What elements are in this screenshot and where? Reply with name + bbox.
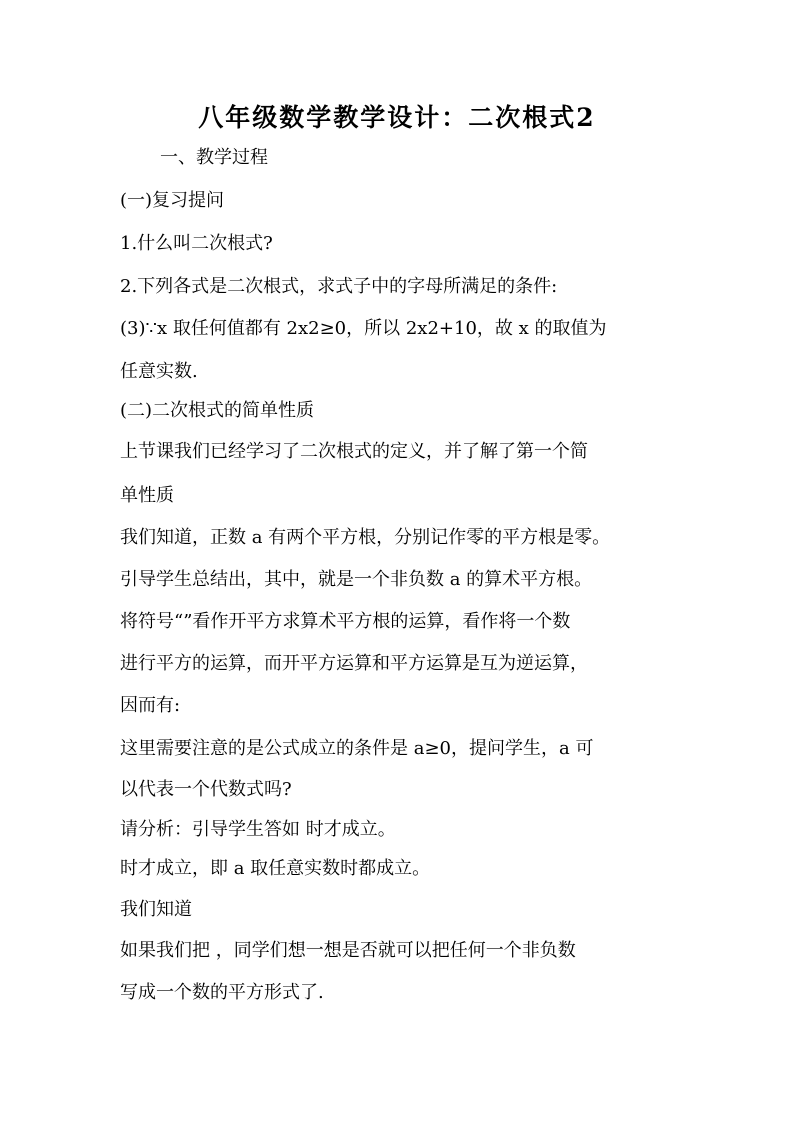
paragraph-line: 因而有: <box>120 695 181 716</box>
paragraph-line: 时才成立，即 a 取任意实数时都成立。 <box>120 858 431 879</box>
section-heading: 一、教学过程 <box>160 147 268 168</box>
paragraph-line: 如果我们把 ，同学们想一想是否就可以把任何一个非负数 <box>120 940 576 961</box>
paragraph-line: 引导学生总结出，其中，就是一个非负数 a 的算术平方根。 <box>120 569 593 590</box>
paragraph-line: 请分析：引导学生答如 时才成立。 <box>120 819 396 840</box>
paragraph-line: 我们知道 <box>120 899 192 920</box>
document-title: 八年级数学教学设计：二次根式2 <box>198 103 596 132</box>
paragraph-line: 上节课我们已经学习了二次根式的定义，并了解了第一个简 <box>120 441 588 462</box>
paragraph-line: 写成一个数的平方形式了. <box>120 982 324 1003</box>
paragraph-line: 任意实数. <box>120 361 198 382</box>
paragraph-line: 单性质 <box>120 485 174 506</box>
paragraph-line: 进行平方的运算，而开平方运算和平方运算是互为逆运算， <box>120 653 588 674</box>
subsection-heading: (二)二次根式的简单性质 <box>120 400 315 421</box>
paragraph-line: 将符号“”看作开平方求算术平方根的运算，看作将一个数 <box>120 611 571 632</box>
paragraph-line: 1.什么叫二次根式? <box>120 233 273 254</box>
paragraph-line: 我们知道，正数 a 有两个平方根，分别记作零的平方根是零。 <box>120 527 611 548</box>
paragraph-line: (3)∵x 取任何值都有 2x2≥0，所以 2x2+10，故 x 的取值为 <box>120 318 607 339</box>
subsection-heading: (一)复习提问 <box>120 190 225 211</box>
paragraph-line: 这里需要注意的是公式成立的条件是 a≥0，提问学生，a 可 <box>120 738 594 759</box>
paragraph-line: 2.下列各式是二次根式，求式子中的字母所满足的条件: <box>120 276 558 297</box>
paragraph-line: 以代表一个代数式吗? <box>120 779 292 800</box>
